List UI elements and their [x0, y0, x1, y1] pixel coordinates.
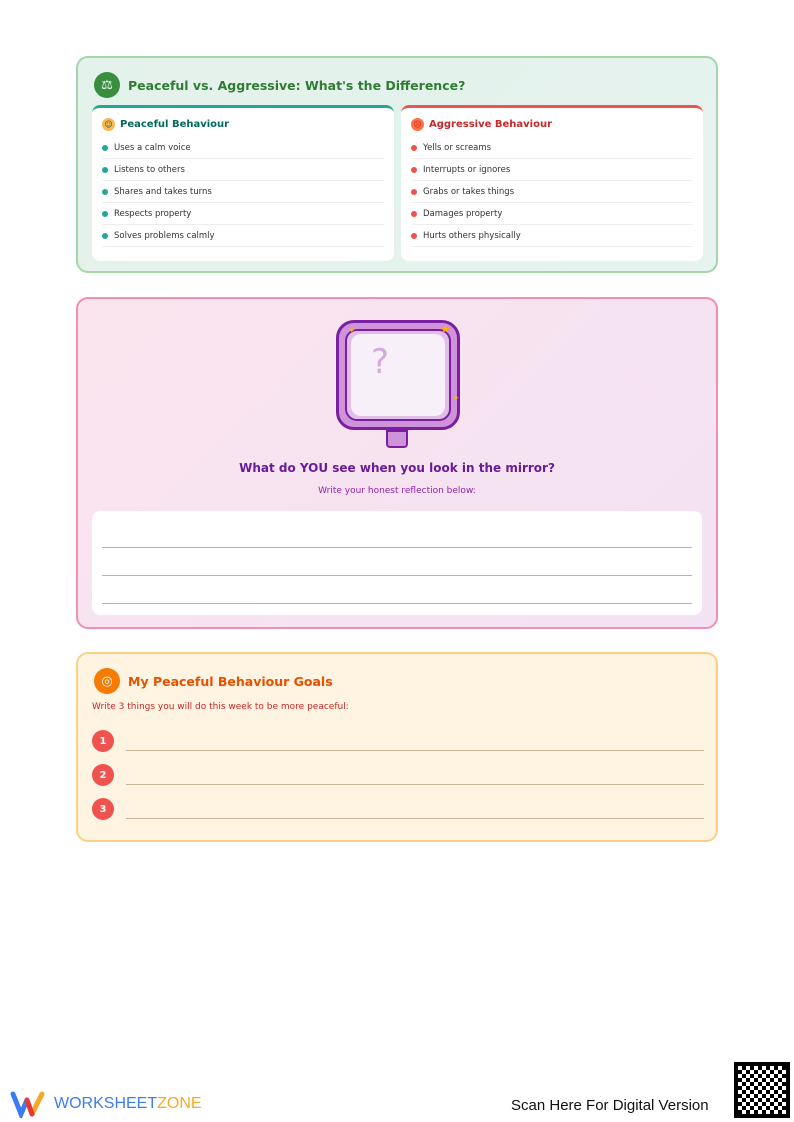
writing-line[interactable]	[102, 547, 692, 548]
sparkle-icon: ✦	[348, 326, 356, 336]
behaviour-item: Shares and takes turns	[102, 181, 384, 203]
behaviour-item: Damages property	[411, 203, 693, 225]
goals-card	[76, 652, 718, 842]
writing-line[interactable]	[102, 575, 692, 576]
peaceful-column	[92, 105, 394, 261]
goals-instruction: Write 3 things you will do this week to be more peaceful:	[92, 702, 349, 712]
goal-row: 3	[92, 798, 704, 820]
target-icon: ◎	[94, 668, 120, 694]
goal-row: 2	[92, 764, 704, 786]
smile-face-icon: ☺	[102, 118, 115, 131]
goal-row: 1	[92, 730, 704, 752]
goal-line[interactable]	[126, 799, 704, 819]
mirror-prompt: Write your honest reflection below:	[318, 486, 476, 496]
bullet-icon	[102, 211, 108, 217]
aggressive-column	[401, 105, 703, 261]
behaviour-item: Hurts others physically	[411, 225, 693, 247]
bullet-icon	[411, 145, 417, 151]
bullet-icon	[411, 189, 417, 195]
behaviour-item: Listens to others	[102, 159, 384, 181]
behaviour-item: Solves problems calmly	[102, 225, 384, 247]
logo-w-icon	[10, 1090, 46, 1118]
scales-icon: ⚖	[94, 72, 120, 98]
worksheetzone-logo: WORKSHEETZONE	[10, 1090, 202, 1118]
aggressive-heading: Aggressive Behaviour	[429, 119, 553, 130]
reflection-box[interactable]	[92, 511, 702, 615]
behaviour-item: Uses a calm voice	[102, 137, 384, 159]
bullet-icon	[411, 233, 417, 239]
mirror-icon: ? ★ ✦ ✦	[336, 320, 460, 452]
mirror-question: What do YOU see when you look in the mirror?	[239, 461, 555, 475]
mirror-card	[76, 297, 718, 629]
behaviour-item: Interrupts or ignores	[411, 159, 693, 181]
goal-line[interactable]	[126, 765, 704, 785]
bullet-icon	[102, 167, 108, 173]
bullet-icon	[102, 145, 108, 151]
comparison-card	[76, 56, 718, 273]
scan-text: Scan Here For Digital Version	[511, 1097, 709, 1114]
sparkle-icon: ★	[440, 322, 451, 336]
comparison-title: Peaceful vs. Aggressive: What's the Difference?	[128, 77, 466, 93]
bullet-icon	[411, 167, 417, 173]
bullet-icon	[102, 233, 108, 239]
peaceful-heading: Peaceful Behaviour	[120, 119, 230, 130]
bullet-icon	[411, 211, 417, 217]
sparkle-icon: ✦	[452, 394, 460, 404]
angry-face-icon: ☹	[411, 118, 424, 131]
goals-title: My Peaceful Behaviour Goals	[128, 673, 333, 689]
goal-line[interactable]	[126, 731, 704, 751]
writing-line[interactable]	[102, 603, 692, 604]
behaviour-item: Respects property	[102, 203, 384, 225]
qr-code[interactable]	[734, 1062, 790, 1118]
bullet-icon	[102, 189, 108, 195]
behaviour-item: Grabs or takes things	[411, 181, 693, 203]
behaviour-item: Yells or screams	[411, 137, 693, 159]
